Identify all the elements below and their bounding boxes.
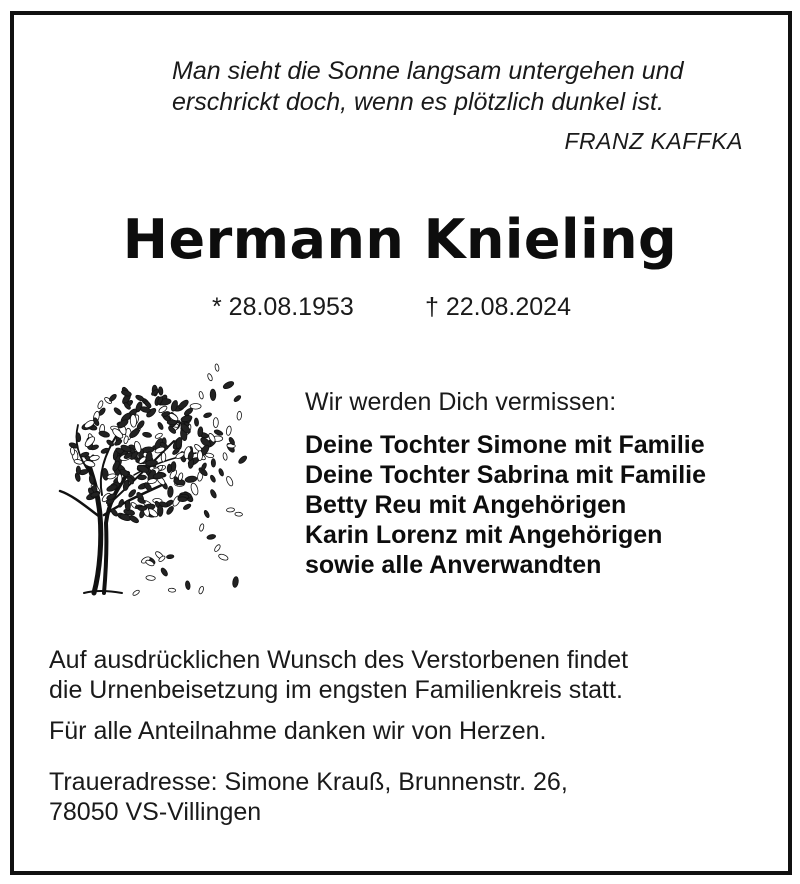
deceased-name: Hermann Knieling (122, 208, 678, 271)
thanks-text: Für alle Anteilnahme danken wir von Herzen. (49, 717, 547, 745)
mourning-address (49, 767, 769, 827)
mourner-1: Deine Tochter Simone mit Familie (305, 431, 705, 459)
funeral-notice-line-1: Auf ausdrücklichen Wunsch des Verstorbenen findet (49, 646, 629, 674)
mourner-4: Karin Lorenz mit Angehörigen (305, 521, 663, 549)
mourner-2: Deine Tochter Sabrina mit Familie (305, 461, 707, 489)
mourning-intro: Wir werden Dich vermissen: (305, 388, 617, 416)
quote-line-1: Man sieht die Sonne langsam untergehen und (172, 57, 684, 85)
mourner-3: Betty Reu mit Angehörigen (305, 491, 627, 519)
funeral-notice (49, 645, 769, 705)
quote-line-2: erschrickt doch, wenn es plötzlich dunkel ist. (172, 88, 664, 116)
mourners-list (305, 430, 706, 580)
funeral-notice-line-2: die Urnenbeisetzung im engsten Familienkreis statt. (49, 676, 623, 704)
mourner-5: sowie alle Anverwandten (305, 551, 602, 579)
death-date: † 22.08.2024 (425, 293, 571, 321)
address-line-1: Traueradresse: Simone Krauß, Brunnenstr. 26, (49, 768, 568, 796)
quote (172, 56, 752, 118)
address-line-2: 78050 VS-Villingen (49, 798, 262, 826)
quote-author: FRANZ KAFFKA (564, 128, 743, 154)
tree-windblown-leaves-icon (44, 345, 254, 600)
birth-date: * 28.08.1953 (212, 293, 354, 321)
